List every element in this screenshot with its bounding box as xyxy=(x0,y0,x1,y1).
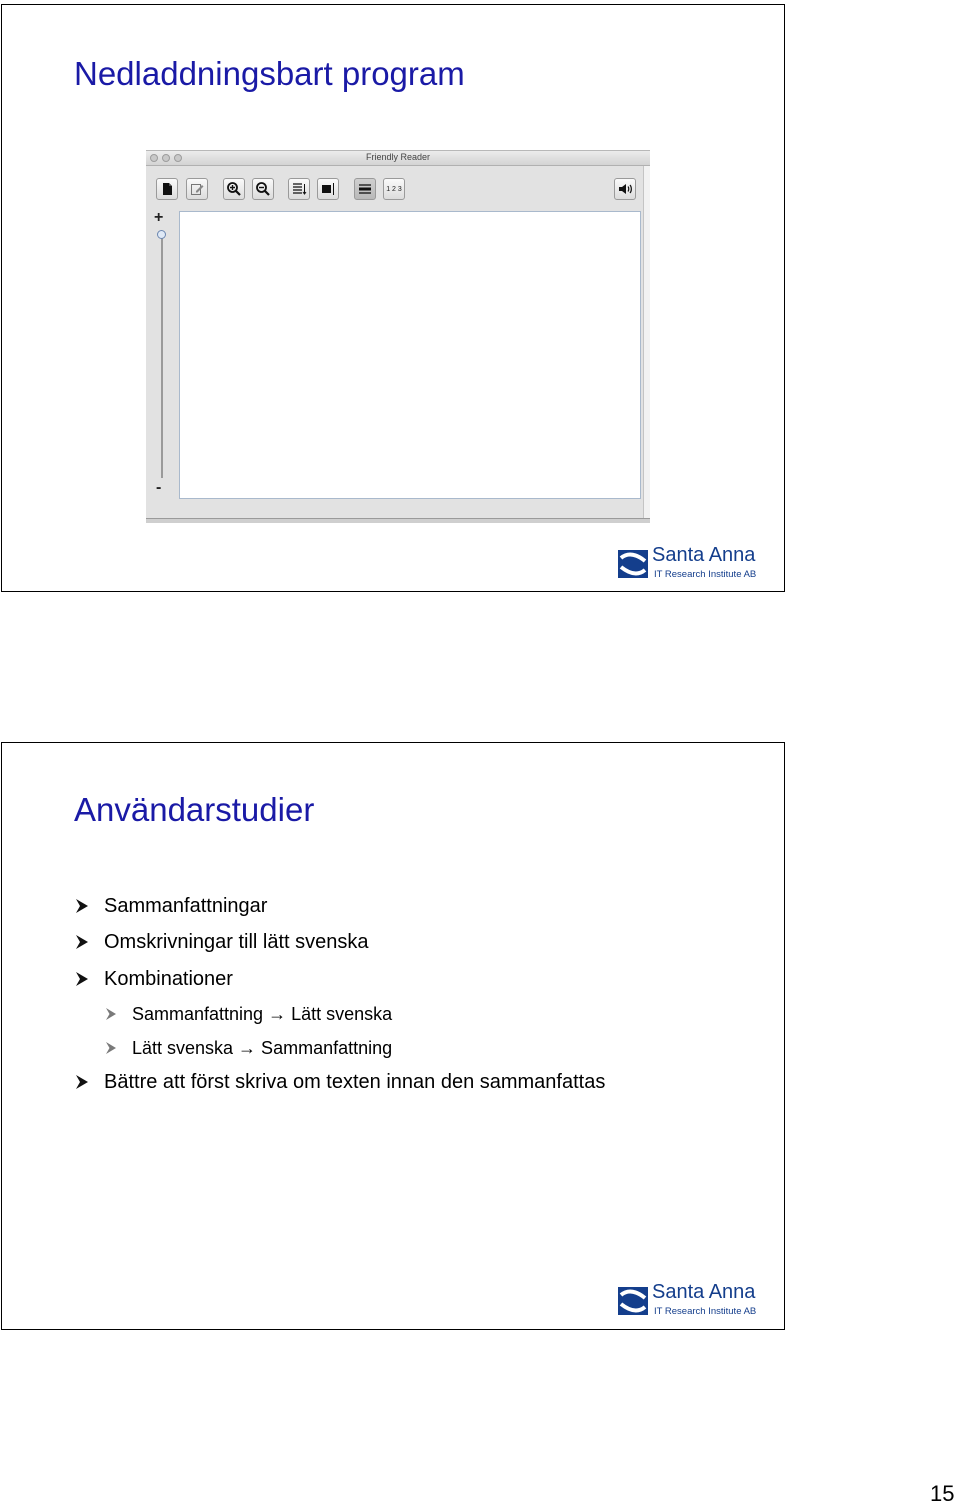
santa-anna-logo xyxy=(602,542,772,588)
slide-1 xyxy=(1,4,785,592)
logo-name: Santa Anna xyxy=(652,1281,756,1303)
arrow-bullet-icon xyxy=(75,1074,89,1090)
zoom-in-button[interactable] xyxy=(223,178,245,200)
zoom-in-icon xyxy=(226,181,242,197)
text-layout-icon xyxy=(320,181,336,197)
zoom-slider-plus[interactable]: + xyxy=(154,209,164,226)
bullet-text: Omskrivningar till lätt svenska xyxy=(104,931,369,953)
arrow-bullet-icon xyxy=(105,1007,117,1021)
arrow-bullet-icon xyxy=(75,898,89,914)
window-title: Friendly Reader xyxy=(365,152,431,162)
side-panel-edge xyxy=(643,166,650,523)
edit-icon xyxy=(189,181,205,197)
zoom-slider-track[interactable] xyxy=(161,233,163,478)
highlight-lines-icon xyxy=(357,181,373,197)
new-document-icon xyxy=(159,181,175,197)
slide-title: Nedladdningsbart program xyxy=(74,55,465,92)
text-layout-button[interactable] xyxy=(317,178,339,200)
santa-anna-logo-icon xyxy=(618,550,648,578)
slide-title: Användarstudier xyxy=(74,791,315,828)
bullet-text: Bättre att först skriva om texten innan den sammanfattas xyxy=(104,1071,606,1093)
app-screenshot xyxy=(146,150,650,523)
arrow-bullet-icon xyxy=(75,971,89,987)
zoom-out-button[interactable] xyxy=(252,178,274,200)
arrow-bullet-icon xyxy=(75,934,89,950)
speaker-icon xyxy=(617,181,633,197)
window-titlebar xyxy=(146,151,650,166)
toolbar xyxy=(146,166,650,212)
logo-subtitle: IT Research Institute AB xyxy=(654,569,757,580)
santa-anna-logo xyxy=(602,1279,772,1325)
zoom-slider-minus[interactable]: - xyxy=(156,479,162,496)
edit-button[interactable] xyxy=(186,178,208,200)
logo-subtitle: IT Research Institute AB xyxy=(654,1306,757,1317)
speaker-button[interactable] xyxy=(614,178,636,200)
new-document-button[interactable] xyxy=(156,178,178,200)
slide-2 xyxy=(1,742,785,1330)
bullet-text: Sammanfattning → Lätt svenska xyxy=(132,1004,393,1024)
bullet-text: Kombinationer xyxy=(104,968,233,990)
bullet-text: Lätt svenska → Sammanfattning xyxy=(132,1038,393,1058)
zoom-out-icon xyxy=(255,181,271,197)
highlight-lines-button[interactable] xyxy=(354,178,376,200)
document-text-area[interactable] xyxy=(179,211,641,499)
line-spacing-icon xyxy=(291,181,307,197)
line-spacing-button[interactable] xyxy=(288,178,310,200)
bullet-list xyxy=(2,743,784,1329)
window-bottom-bar xyxy=(146,518,650,523)
arrow-bullet-icon xyxy=(105,1041,117,1055)
santa-anna-logo-icon xyxy=(618,1287,648,1315)
numbering-button[interactable]: 1 2 3 xyxy=(383,178,405,200)
zoom-slider-handle[interactable] xyxy=(157,230,166,239)
bullet-text: Sammanfattningar xyxy=(104,895,268,917)
logo-name: Santa Anna xyxy=(652,544,756,566)
page-number: 15 xyxy=(930,1481,955,1506)
